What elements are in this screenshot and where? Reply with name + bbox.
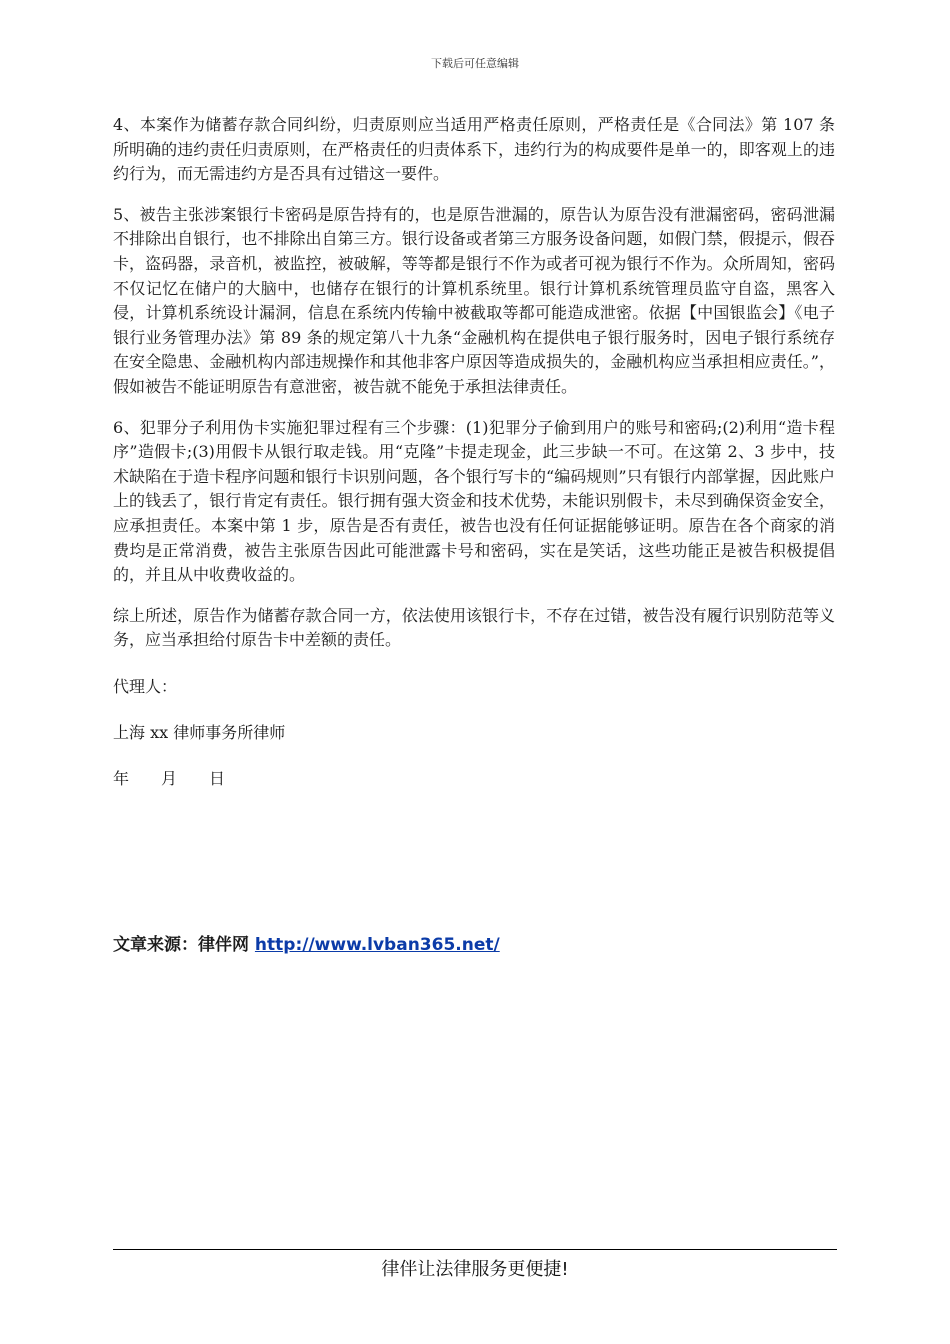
law-firm: 上海 xx 律师事务所律师 — [113, 722, 286, 742]
paragraph-6: 6、犯罪分子利用伪卡实施犯罪过程有三个步骤：(1)犯罪分子偷到用户的账号和密码;(2)利用“造卡程序”造假卡;(3)用假卡从银行取走钱。用“克隆”卡提走现金，此三步缺一不可。在这第 2、3 步中，技术缺陷在于造卡程序问题和银行卡识别问题，各个银行写卡的“编码规则”只有银行内部掌握，因此账户上的钱丢了，银行肯定有责任。银行拥有强大资金和技术优势，未能识别假卡，未尽到确保资金安全，应承担责任。本案中第 1 步，原告是否有责任，被告也没有任何证据能够证明。原告在各个商家的消费均是正常消费，被告主张原告因此可能泄露卡号和密码，实在是笑话，这些功能正是被告积极提倡的，并且从中收费收益的。 — [113, 417, 835, 585]
page-header-note: 下载后可任意编辑 — [431, 57, 519, 70]
paragraph-conclusion: 综上所述，原告作为储蓄存款合同一方，依法使用该银行卡，不存在过错，被告没有履行识别防范等义务，应当承担给付原告卡中差额的责任。 — [113, 605, 835, 650]
signature-date: 年 月 日 — [113, 768, 226, 788]
footer-divider — [113, 1249, 837, 1250]
paragraph-5: 5、被告主张涉案银行卡密码是原告持有的，也是原告泄漏的，原告认为原告没有泄漏密码，密码泄漏不排除出自银行，也不排除出自第三方。银行设备或者第三方服务设备问题，如假门禁，假提示，假吞卡，盗码器，录音机，被监控，被破解，等等都是银行不作为或者可视为银行不作为。众所周知，密码不仅记忆在储户的大脑中，也储存在银行的计算机系统里。银行计算机系统管理员监守自盗，黑客入侵，计算机系统设计漏洞，信息在系统内传输中被截取等都可能造成泄密。依据【中国银监会】《电子银行业务管理办法》第 89 条的规定第八十九条“金融机构在提供电子银行服务时，因电子银行系统存在安全隐患、金融机构内部违规操作和其他非客户原因等造成损失的，金融机构应当承担相应责任。”，假如被告不能证明原告有意泄密，被告就不能免于承担法律责任。 — [113, 204, 835, 396]
agent-label: 代理人： — [113, 676, 178, 696]
source-label: 文章来源：律伴网 — [113, 935, 255, 955]
paragraph-4: 4、本案作为储蓄存款合同纠纷，归责原则应当适用严格责任原则，严格责任是《合同法》第 107 条所明确的违约责任归责原则，在严格责任的归责体系下，违约行为的构成要件是单一的，即客观上的违约行为，而无需违约方是否具有过错这一要件。 — [113, 115, 835, 184]
document-body — [113, 113, 835, 791]
footer-slogan: 律伴让法律服务更便捷! — [381, 1259, 569, 1280]
source-link[interactable]: http://www.lvban365.net/ — [254, 935, 500, 955]
article-source — [113, 930, 500, 955]
